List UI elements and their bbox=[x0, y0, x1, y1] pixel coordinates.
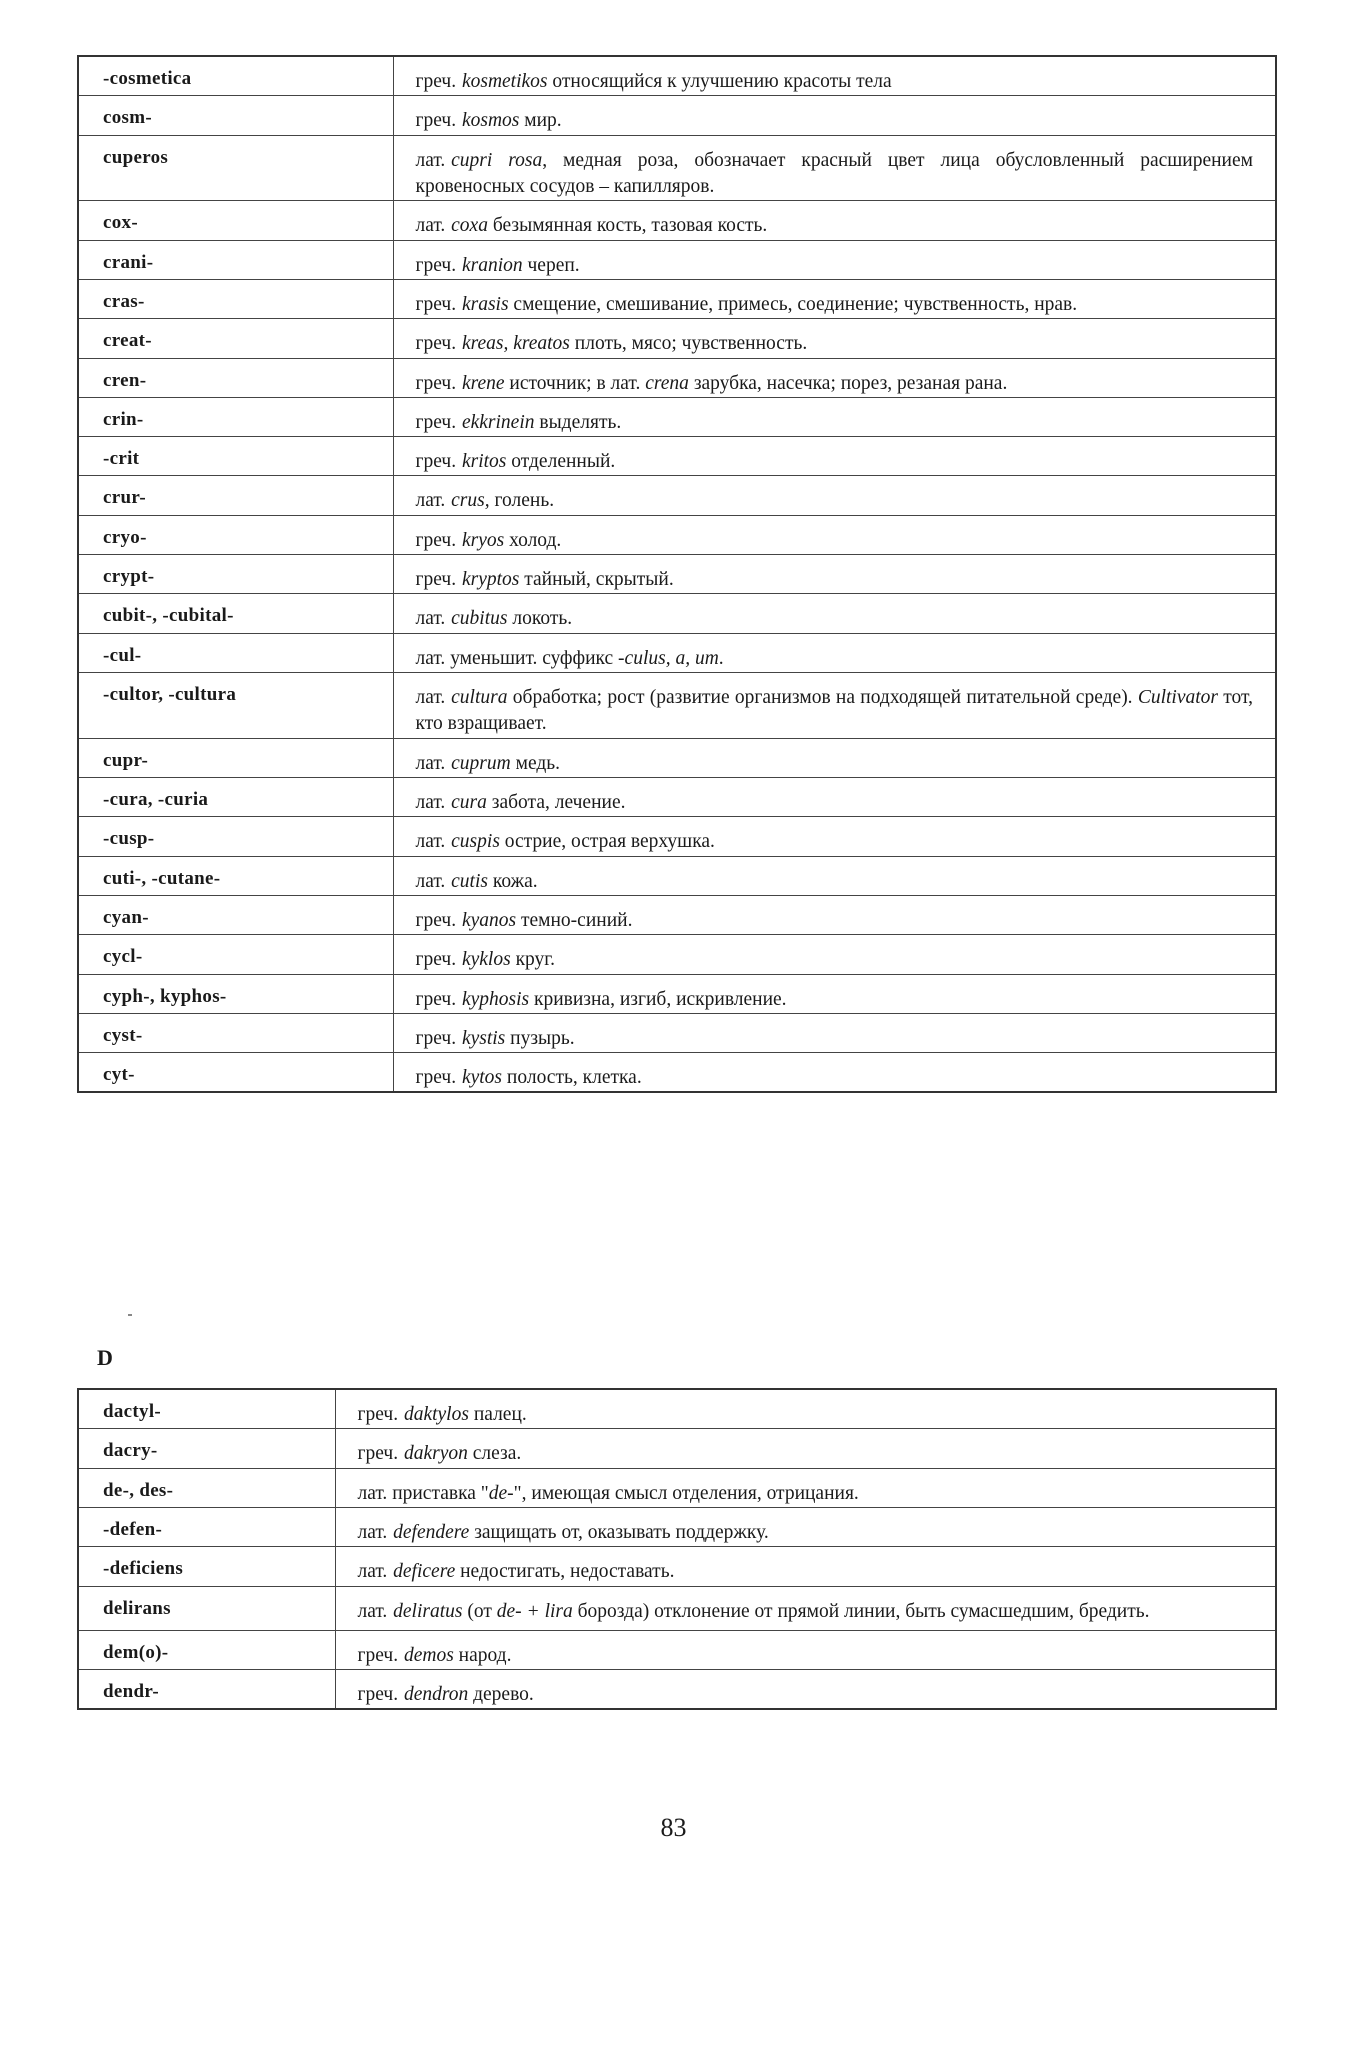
term-cell: dacry- bbox=[78, 1429, 335, 1468]
definition-text: защищать от, оказывать поддержку. bbox=[469, 1521, 769, 1543]
term-cell: crypt- bbox=[78, 555, 393, 594]
definition-cell bbox=[393, 673, 1276, 739]
definition-text: забота, лечение. bbox=[486, 791, 626, 813]
definition-source-word: cultura bbox=[451, 687, 508, 708]
definition-text: недостигать, недоставать. bbox=[455, 1561, 675, 1583]
table-row bbox=[78, 319, 1276, 358]
definition-text: тайный, скрытый. bbox=[519, 569, 674, 591]
definition-text: безымянная кость, тазовая кость. bbox=[487, 215, 768, 237]
definition-cell bbox=[393, 358, 1276, 397]
definition-text: . bbox=[718, 647, 724, 669]
table-row bbox=[78, 279, 1276, 318]
definition-text: греч. bbox=[415, 254, 457, 276]
table-row bbox=[78, 777, 1276, 816]
definition-source-word: cuprum bbox=[451, 752, 511, 774]
table-row bbox=[78, 240, 1276, 279]
definition-cell bbox=[393, 515, 1276, 554]
table-row bbox=[78, 1013, 1276, 1052]
definition-text: греч. bbox=[415, 333, 457, 355]
definition-text: лат. bbox=[415, 149, 446, 171]
definition-text: слеза. bbox=[467, 1443, 522, 1465]
definition-text: мир. bbox=[519, 110, 562, 132]
definition-text: греч. bbox=[415, 110, 457, 132]
definition-text: лат. bbox=[415, 752, 446, 774]
definition-text: лат. bbox=[415, 215, 446, 237]
definition-text: , медная роза, обозначает красный цвет лица обусловленный расширением кровеносных сосудов – капилляров. bbox=[415, 149, 1253, 197]
definition-text: полость, клетка. bbox=[502, 1067, 642, 1089]
definition-text: греч. bbox=[415, 372, 457, 394]
term-cell: dendr- bbox=[78, 1669, 335, 1709]
table-row bbox=[78, 555, 1276, 594]
definition-cell bbox=[393, 817, 1276, 856]
definition-cell bbox=[335, 1547, 1276, 1586]
definition-source-word: kyphosis bbox=[461, 988, 530, 1010]
definition-source-word: kritos bbox=[461, 451, 507, 473]
definition-source-word: cuspis bbox=[451, 831, 500, 853]
definition-source-word: daktylos bbox=[403, 1404, 469, 1425]
definition-text: лат. bbox=[415, 870, 446, 892]
definition-cell bbox=[393, 397, 1276, 436]
table-row bbox=[78, 437, 1276, 476]
definition-text: лат. bbox=[415, 687, 446, 708]
table-row bbox=[78, 895, 1276, 934]
table-row bbox=[78, 856, 1276, 895]
definition-source-word: dendron bbox=[403, 1683, 469, 1705]
table-row bbox=[78, 633, 1276, 672]
definition-cell bbox=[393, 935, 1276, 974]
definition-source-word: kyklos bbox=[461, 949, 511, 971]
table-row bbox=[78, 397, 1276, 436]
definition-source-word: cupri rosa bbox=[451, 149, 543, 171]
definition-cell bbox=[393, 96, 1276, 135]
definition-cell bbox=[335, 1586, 1276, 1630]
definition-text: череп. bbox=[522, 254, 580, 276]
table-row bbox=[78, 1468, 1276, 1507]
definition-text: греч. bbox=[357, 1443, 399, 1465]
definition-cell bbox=[393, 1013, 1276, 1052]
definition-cell bbox=[393, 738, 1276, 777]
term-cell: cupr- bbox=[78, 738, 393, 777]
definition-text: тот, кто взращивает. bbox=[415, 687, 1253, 735]
definition-cell bbox=[393, 633, 1276, 672]
term-cell: cyph-, kyphos- bbox=[78, 974, 393, 1013]
term-cell: -crit bbox=[78, 437, 393, 476]
definition-text: греч. bbox=[415, 411, 457, 433]
definition-cell bbox=[393, 974, 1276, 1013]
definition-source-word: deliratus bbox=[393, 1600, 463, 1622]
table-row bbox=[78, 135, 1276, 201]
definition-source-word: krasis bbox=[461, 293, 509, 315]
definition-source-word: coxa bbox=[451, 215, 488, 237]
table-row bbox=[78, 817, 1276, 856]
definition-text: лат. bbox=[357, 1521, 388, 1543]
definition-source-word: kosmetikos bbox=[461, 71, 548, 92]
term-cell: cuti-, -cutane- bbox=[78, 856, 393, 895]
definition-source-word: dakryon bbox=[403, 1443, 468, 1465]
definition-cell bbox=[335, 1468, 1276, 1507]
definition-text: лат. bbox=[357, 1600, 388, 1622]
term-cell: cosm- bbox=[78, 96, 393, 135]
term-cell: cren- bbox=[78, 358, 393, 397]
term-cell: crur- bbox=[78, 476, 393, 515]
term-cell: cyst- bbox=[78, 1013, 393, 1052]
definition-cell bbox=[393, 319, 1276, 358]
definition-text: греч. bbox=[415, 909, 457, 931]
definition-text: греч. bbox=[415, 988, 457, 1010]
definition-text: греч. bbox=[415, 1067, 457, 1089]
definition-text: медь. bbox=[510, 752, 561, 774]
term-cell: -defen- bbox=[78, 1507, 335, 1546]
definition-text: народ. bbox=[453, 1644, 512, 1666]
definition-source-word: crus, bbox=[451, 490, 490, 512]
table-row bbox=[78, 1053, 1276, 1093]
definition-cell bbox=[393, 135, 1276, 201]
definition-text: круг. bbox=[510, 949, 555, 971]
definition-text: лат. bbox=[415, 791, 446, 813]
definition-text: палец. bbox=[468, 1404, 527, 1425]
definition-source-word: kosmos bbox=[461, 110, 520, 132]
definition-cell bbox=[335, 1630, 1276, 1669]
definition-cell bbox=[393, 895, 1276, 934]
term-cell: cycl- bbox=[78, 935, 393, 974]
definition-text: лат. bbox=[357, 1561, 388, 1583]
term-cell: dactyl- bbox=[78, 1389, 335, 1429]
definition-text: греч. bbox=[415, 1027, 457, 1049]
term-cell: -cultor, -cultura bbox=[78, 673, 393, 739]
definition-text: лат. bbox=[357, 1482, 388, 1504]
term-cell: delirans bbox=[78, 1586, 335, 1630]
definition-text: (от bbox=[462, 1600, 497, 1622]
definition-source-word: kyanos bbox=[461, 909, 517, 931]
term-cell: -cura, -curia bbox=[78, 777, 393, 816]
speck bbox=[128, 1314, 132, 1316]
term-cell: cox- bbox=[78, 201, 393, 240]
definition-text: лат. bbox=[415, 608, 446, 630]
definition-source-word: kystis bbox=[461, 1027, 506, 1049]
definition-source-word: kreas, kreatos bbox=[461, 333, 570, 355]
definition-text: ", имеющая смысл отделения, отрицания. bbox=[513, 1482, 859, 1504]
glossary-table-c bbox=[77, 55, 1277, 1093]
definition-text: лат. bbox=[415, 647, 446, 669]
definition-source-word: -culus, a, um bbox=[618, 647, 719, 669]
table-row bbox=[78, 358, 1276, 397]
table-row bbox=[78, 673, 1276, 739]
term-cell: crin- bbox=[78, 397, 393, 436]
definition-cell bbox=[393, 1053, 1276, 1093]
definition-text: смещение, смешивание, примесь, соединение; чувственность, нрав. bbox=[508, 293, 1078, 315]
definition-text: греч. bbox=[357, 1683, 399, 1705]
definition-text: греч. bbox=[415, 949, 457, 971]
definition-text: греч. bbox=[357, 1404, 399, 1425]
term-cell: -cul- bbox=[78, 633, 393, 672]
definition-cell bbox=[393, 201, 1276, 240]
definition-text: зарубка, насечка; порез, резаная рана. bbox=[688, 372, 1008, 394]
definition-cell bbox=[335, 1669, 1276, 1709]
definition-text: голень. bbox=[489, 490, 555, 512]
definition-source-word: cubitus bbox=[451, 608, 508, 630]
definition-source-word: kryos bbox=[461, 529, 505, 551]
term-cell: de-, des- bbox=[78, 1468, 335, 1507]
definition-cell bbox=[393, 279, 1276, 318]
definition-text: отделенный. bbox=[506, 451, 616, 473]
definition-text: локоть. bbox=[507, 608, 573, 630]
table-row bbox=[78, 96, 1276, 135]
definition-text: греч. bbox=[415, 529, 457, 551]
definition-text: лат. bbox=[415, 831, 446, 853]
table-row bbox=[78, 201, 1276, 240]
definition-text: дерево. bbox=[468, 1683, 534, 1705]
definition-source-word: de- bbox=[488, 1482, 514, 1504]
term-cell: -cosmetica bbox=[78, 56, 393, 96]
definition-cell bbox=[393, 437, 1276, 476]
definition-cell bbox=[335, 1389, 1276, 1429]
table-row bbox=[78, 935, 1276, 974]
table-row bbox=[78, 56, 1276, 96]
definition-text: пузырь. bbox=[505, 1027, 575, 1049]
definition-text: выделять. bbox=[534, 411, 622, 433]
table-row bbox=[78, 974, 1276, 1013]
definition-cell bbox=[393, 777, 1276, 816]
definition-source-word: de- + lira bbox=[496, 1600, 573, 1622]
definition-source-word: Cultivator bbox=[1137, 687, 1219, 708]
definition-text: относящийся к улучшению красоты тела bbox=[547, 71, 892, 92]
table-row bbox=[78, 1586, 1276, 1630]
section-letter: D bbox=[97, 1345, 113, 1370]
definition-text: греч. bbox=[357, 1644, 399, 1666]
definition-cell bbox=[393, 856, 1276, 895]
term-cell: -cusp- bbox=[78, 817, 393, 856]
definition-source-word: kytos bbox=[461, 1067, 503, 1089]
definition-source-word: crena bbox=[645, 372, 689, 394]
term-cell: cubit-, -cubital- bbox=[78, 594, 393, 633]
definition-cell bbox=[393, 555, 1276, 594]
definition-source-word: krene bbox=[461, 372, 505, 394]
definition-text: кривизна, изгиб, искривление. bbox=[529, 988, 787, 1010]
term-cell: creat- bbox=[78, 319, 393, 358]
definition-cell bbox=[393, 594, 1276, 633]
definition-text: плоть, мясо; чувственность. bbox=[569, 333, 808, 355]
glossary-table-d bbox=[77, 1388, 1277, 1710]
definition-source-word: ekkrinein bbox=[461, 411, 535, 433]
term-cell: cyan- bbox=[78, 895, 393, 934]
definition-source-word: deficere bbox=[393, 1561, 456, 1583]
table-row bbox=[78, 1669, 1276, 1709]
definition-text: холод. bbox=[504, 529, 562, 551]
definition-source-word: defendere bbox=[393, 1521, 470, 1543]
definition-text: темно-синий. bbox=[516, 909, 633, 931]
definition-source-word: cutis bbox=[451, 870, 488, 892]
definition-cell bbox=[393, 240, 1276, 279]
table-row bbox=[78, 594, 1276, 633]
definition-text: лат. bbox=[415, 490, 446, 512]
definition-cell bbox=[393, 56, 1276, 96]
table-row bbox=[78, 515, 1276, 554]
definition-cell bbox=[335, 1507, 1276, 1546]
definition-text: обработка; рост (развитие организмов на подходящей питательной среде). bbox=[507, 687, 1138, 708]
definition-source-word: cura bbox=[451, 791, 487, 813]
definition-text: борозда) отклонение от прямой линии, быть сумасшедшим, бредить. bbox=[572, 1600, 1150, 1622]
table-row bbox=[78, 1429, 1276, 1468]
term-cell: cyt- bbox=[78, 1053, 393, 1093]
definition-text: приставка " bbox=[387, 1482, 489, 1504]
definition-text: уменьшит. суффикс bbox=[445, 647, 619, 669]
table-row bbox=[78, 1630, 1276, 1669]
term-cell: dem(o)- bbox=[78, 1630, 335, 1669]
definition-text: греч. bbox=[415, 451, 457, 473]
term-cell: -deficiens bbox=[78, 1547, 335, 1586]
definition-source-word: kryptos bbox=[461, 569, 520, 591]
table-row bbox=[78, 476, 1276, 515]
definition-cell bbox=[335, 1429, 1276, 1468]
page-number: 83 bbox=[660, 1813, 687, 1842]
definition-text: острие, острая верхушка. bbox=[499, 831, 715, 853]
definition-text: греч. bbox=[415, 569, 457, 591]
term-cell: cras- bbox=[78, 279, 393, 318]
term-cell: crani- bbox=[78, 240, 393, 279]
table-row bbox=[78, 1547, 1276, 1586]
definition-text: греч. bbox=[415, 71, 457, 92]
definition-source-word: kranion bbox=[461, 254, 523, 276]
definition-text: источник; в лат. bbox=[504, 372, 646, 394]
term-cell: cryo- bbox=[78, 515, 393, 554]
definition-text: кожа. bbox=[488, 870, 538, 892]
table-row bbox=[78, 1389, 1276, 1429]
definition-text: греч. bbox=[415, 293, 457, 315]
definition-source-word: demos bbox=[403, 1644, 454, 1666]
term-cell: cuperos bbox=[78, 135, 393, 201]
table-row bbox=[78, 1507, 1276, 1546]
definition-cell bbox=[393, 476, 1276, 515]
table-row bbox=[78, 738, 1276, 777]
